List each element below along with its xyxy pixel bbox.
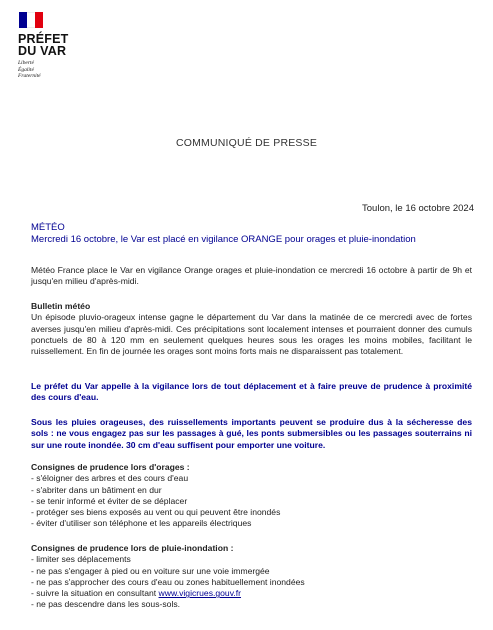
section-label: MÉTÉO: [31, 222, 65, 233]
list-item: - protéger ses biens exposés au vent ou qui peuvent être inondés: [31, 507, 281, 518]
list-item: [31, 588, 472, 599]
motto-egalite: Égalité: [18, 66, 34, 73]
list-item: - ne pas s'approcher des cours d'eau ou zones habituellement inondées: [31, 576, 305, 587]
flood-advice: [31, 543, 472, 611]
marianne-flag-icon: [19, 12, 43, 28]
list-item: - s'abriter dans un bâtiment en dur: [31, 484, 162, 495]
storm-advice-heading: Consignes de prudence lors d'orages :: [31, 462, 190, 472]
prefecture-brand: [18, 33, 88, 57]
republic-motto: [18, 60, 88, 80]
list-item: - s'éloigner des arbres et des cours d'eau: [31, 473, 189, 484]
vigicrues-link[interactable]: www.vigicrues.gouv.fr: [158, 588, 242, 599]
bulletin-text: Un épisode pluvio-orageux intense gagne le département du Var dans la matinée de ce mercredi avec de fortes averses jusqu'en milieu d'après-midi. Ces précipitations sont localement intenses et pourraient donner des cumuls ponctuels de 80 à 120 mm en seulement quelques heures sous les orages les moins mobiles, facilitant le ruissellement. En fin de journée les orages sont moins forts mais ne disparaissent pas totalement.: [31, 312, 472, 357]
brand-line-1: PRÉFET: [18, 32, 69, 46]
list-item: - limiter ses déplacements: [31, 554, 131, 565]
flood-advice-heading: Consignes de prudence lors de pluie-inondation :: [31, 543, 234, 553]
bulletin-heading: Bulletin météo: [31, 301, 91, 311]
list-item: - ne pas descendre dans les sous-sols.: [31, 599, 181, 610]
subtitle: Mercredi 16 octobre, le Var est placé en vigilance ORANGE pour orages et pluie-inondation: [31, 234, 416, 245]
flood-advice-list: [31, 554, 472, 610]
list-item: - ne pas s'engager à pied ou en voiture sur une voie immergée: [31, 565, 270, 576]
motto-liberte: Liberté: [18, 60, 34, 66]
list-item: - se tenir informé et éviter de se déplacer: [31, 495, 188, 506]
storm-advice-list: [31, 473, 472, 529]
motto-fraternite: Fraternité: [18, 73, 41, 79]
prefect-appeal: Le préfet du Var appelle à la vigilance lors de tout déplacement et à faire preuve de prudence à proximité des cours d'eau.: [31, 381, 472, 403]
follow-prefix: - suivre la situation en consultant: [31, 588, 159, 599]
document-title: COMMUNIQUÉ DE PRESSE: [175, 137, 318, 149]
list-item: - éviter d'utiliser son téléphone et les appareils électriques: [31, 518, 252, 529]
runoff-warning: Sous les pluies orageuses, des ruissellements importants peuvent se produire dus à la sécheresse des sols : ne vous engagez pas sur les passages à gué, les ponts submersibles ou les passages souterrains ni sur une route inondée. 30 cm d'eau suffisent pour emporter une voiture.: [31, 417, 472, 450]
intro-paragraph: Météo France place le Var en vigilance Orange orages et pluie-inondation ce mercredi 16 octobre à partir de 9h et jusqu'en milieu d'après-midi.: [31, 265, 472, 287]
bulletin-section: [31, 301, 472, 357]
storm-advice: [31, 462, 472, 530]
prefecture-logo: [18, 12, 88, 80]
brand-line-2: DU VAR: [18, 44, 67, 58]
date-line: Toulon, le 16 octobre 2024: [362, 203, 474, 214]
